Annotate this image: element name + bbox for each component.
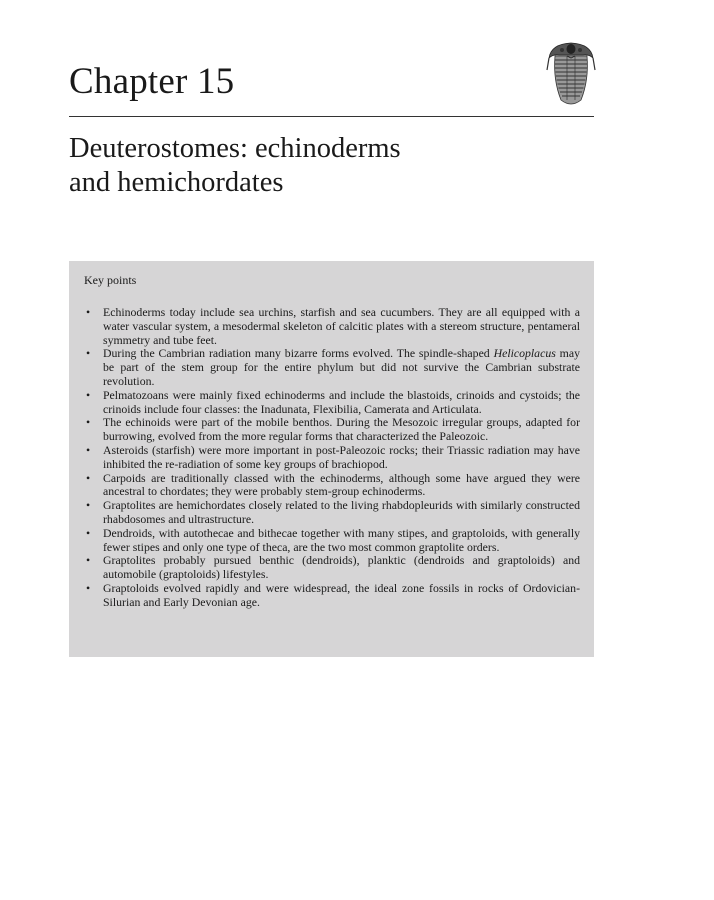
bullet-icon: • xyxy=(86,498,91,513)
subtitle-line-1: Deuterostomes: echinoderms xyxy=(69,133,401,164)
bullet-icon: • xyxy=(86,305,91,319)
key-point-item: • Graptolites probably pursued benthic (dendroids), planktic (dendroids and graptoloids) and automobile (graptoloids) lifestyles. xyxy=(86,553,580,582)
key-point-item: • The echinoids were part of the mobile benthos. During the Mesozoic irregular groups, adapted for burrowing, evolved from the more regular forms that characterized the Paleozoic. xyxy=(86,415,580,444)
chapter-title: Chapter 15 xyxy=(69,61,235,102)
key-points-list xyxy=(84,306,580,610)
bullet-icon: • xyxy=(86,470,91,485)
bullet-icon: • xyxy=(86,553,91,568)
key-point-item: • Graptoloids evolved rapidly and were widespread, the ideal zone fossils in rocks of Ordovician-Silurian and Early Devonian age. xyxy=(86,580,580,609)
title-rule xyxy=(69,116,594,117)
bullet-icon: • xyxy=(86,525,91,540)
bullet-icon: • xyxy=(86,442,91,457)
key-point-item: • During the Cambrian radiation many bizarre forms evolved. The spindle-shaped Helicoplacus may be part of the stem group for the entire phylum but did not survive the Cambrian substrate revolution. xyxy=(86,346,580,388)
key-point-item: • Dendroids, with autothecae and bithecae together with many stipes, and graptoloids, with generally fewer stipes and only one type of theca, are the two most common graptolite orders. xyxy=(86,525,580,554)
key-points-box xyxy=(69,261,594,657)
subtitle-line-2: and hemichordates xyxy=(69,167,284,198)
bullet-icon: • xyxy=(86,415,91,430)
trilobite-icon xyxy=(545,40,597,110)
key-point-item: • Asteroids (starfish) were more important in post-Paleozoic rocks; their Triassic radiation may have inhibited the re-radiation of some key groups of brachiopod. xyxy=(86,442,580,471)
bullet-icon: • xyxy=(86,387,91,402)
key-point-item: • Pelmatozoans were mainly fixed echinoderms and include the blastoids, crinoids and cystoids; the crinoids include four classes: the Inadunata, Flexibilia, Camerata and Articulata. xyxy=(86,387,580,416)
chapter-subtitle xyxy=(69,132,589,200)
key-point-item: • Graptolites are hemichordates closely related to the living rhabdopleurids with similarly constructed rhabdosomes and ultrastructure. xyxy=(86,498,580,526)
key-points-heading: Key points xyxy=(84,273,137,287)
bullet-icon: • xyxy=(86,346,91,361)
key-point-item: • Carpoids are traditionally classed with the echinoderms, although some have argued they were ancestral to chordates; they were probably stem-group echinoderms. xyxy=(86,470,580,499)
key-point-item: • Echinoderms today include sea urchins, starfish and sea cucumbers. They are all equipped with a water vascular system, a mesodermal skeleton of calcitic plates with a stereom structure, pentameral symmetry and tube feet. xyxy=(86,305,580,347)
bullet-icon: • xyxy=(86,580,91,595)
